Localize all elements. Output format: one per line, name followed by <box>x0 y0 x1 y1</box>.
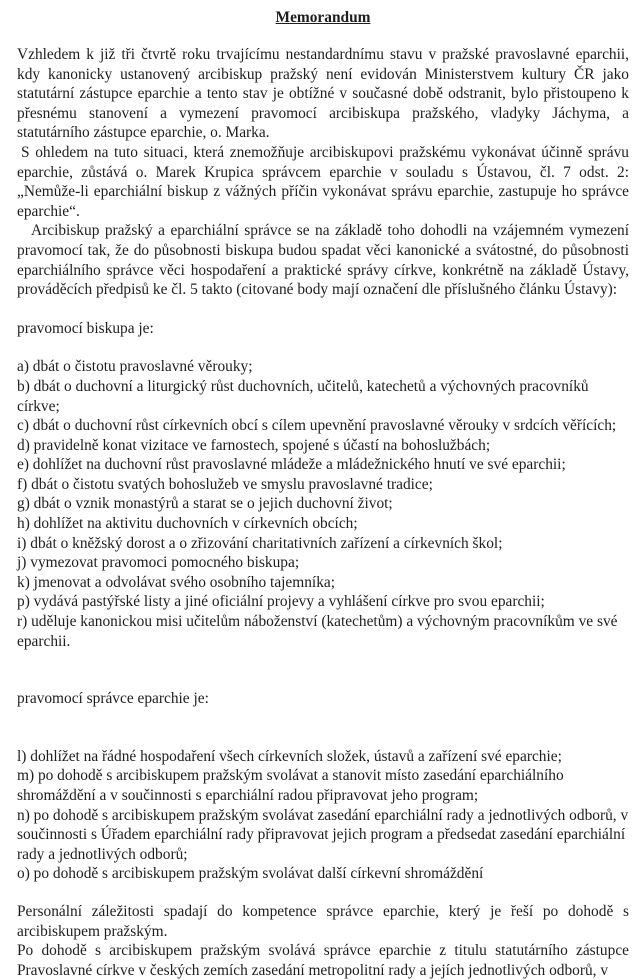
list-item: k) jmenovat a odvolávat svého osobního tajemníka; <box>17 573 336 591</box>
list-item: j) vymezovat pravomoci pomocného biskupa; <box>17 554 300 572</box>
spacer <box>17 709 629 747</box>
document-title: Memorandum <box>275 9 371 26</box>
situation-paragraph: S ohledem na tuto situaci, která znemožňuje arcibiskupovi pražskému vykonávat účinně správu eparchie, zůstává o. Marek Krupica správcem eparchie v souladu s Ústavou, čl. 7 odst. 2: „Nemůže-li eparchiální biskup z vážných příčin vykonávat správu eparchie, zastupuje ho správce eparchie“. <box>17 143 629 220</box>
personnel-paragraph: Personální záležitosti spadají do kompetence správce eparchie, který je řeší po dohodě s arcibiskupem pražským. <box>17 902 629 940</box>
administrator-powers-list <box>17 747 629 884</box>
agreement-paragraph: Arcibiskup pražský a eparchiální správce se na základě toho dohodli na vzájemném vymezení pravomocí tak, že do působnosti biskupa budou spadat věci kanonické a svátostné, do působnosti eparchiálního správce věci hospodaření a praktické správy církve, konkrétně na základě Ústavy, prováděcích předpisů ke čl. 5 takto (citované body mají označení dle příslušného článku Ústavy): <box>17 222 629 299</box>
list-item: r) uděluje kanonickou misi učitelům náboženství (katechetům) a výchovným pracovníkům ve své eparchii. <box>17 613 618 650</box>
intro-paragraph: Vzhledem k již tři čtvrtě roku trvajícímu nestandardnímu stavu v pražské pravoslavné eparchii, kdy kanonicky ustanovený arcibiskup pražský není evidován Ministerstvem kultury ČR jako statutární zástupce eparchie a tento stav je obtížné v současné době odstranit, bylo přistoupeno k přesnému stanovení a vymezení pravomocí arcibiskupa pražského, vladyky Jáchyma, a statutárního zástupce eparchie, o. Marka. <box>17 46 629 142</box>
memorandum-page <box>17 8 629 980</box>
list-item: e) dohlížet na duchovní růst pravoslavné mládeže a mládežnického hnutí ve své eparchii; <box>17 456 566 474</box>
list-item: p) vydává pastýřské listy a jiné oficiální projevy a vyhlášení církve pro svou eparchii; <box>17 593 545 611</box>
list-item: l) dohlížet na řádné hospodaření všech církevních složek, ústavů a zařízení své eparchie; <box>17 747 562 765</box>
list-item: g) dbát o vznik monastýrů a starat se o jejich duchovní život; <box>17 495 393 513</box>
spacer <box>17 884 629 902</box>
list-item: m) po dohodě s arcibiskupem pražským svolávat a stanovit místo zasedání eparchiálního shromáždění a v součinnosti s eparchiální radou připravovat jeho program; <box>17 767 564 804</box>
bishop-powers-list <box>17 357 629 651</box>
list-item: o) po dohodě s arcibiskupem pražským svolávat další církevní shromáždění <box>17 865 484 883</box>
metropolitan-council-paragraph: Po dohodě s arcibiskupem pražským svolává správce eparchie z titulu statutárního zástupce Pravoslavné církve v českých zemích zasedání metropolitní rady a jejích jednotlivých odborů, v <box>17 942 629 979</box>
list-item: b) dbát o duchovní a liturgický růst duchovních, učitelů, katechetů a výchovných pracovníků církve; <box>17 377 589 415</box>
spacer <box>17 300 629 319</box>
bishop-powers-heading: pravomocí biskupa je: <box>17 319 154 337</box>
list-item: c) dbát o duchovní růst církevních obcí s cílem upevnění pravoslavné věrouky v srdcích věřících; <box>17 417 617 435</box>
list-item: d) pravidelně konat vizitace ve farnostech, spojené s účastí na bohoslužbách; <box>17 436 491 454</box>
list-item: f) dbát o čistotu svatých bohoslužeb ve smyslu pravoslavné tradice; <box>17 475 433 493</box>
spacer <box>17 651 629 689</box>
list-item: i) dbát o kněžský dorost a o zřizování charitativních zařízení a církevních škol; <box>17 534 503 552</box>
administrator-powers-heading: pravomocí správce eparchie je: <box>17 690 209 708</box>
list-item: h) dohlížet na aktivitu duchovních v církevních obcích; <box>17 515 358 533</box>
list-item: n) po dohodě s arcibiskupem pražským svolávat zasedání eparchiální rady a jednotlivých odborů, v součinnosti s Úřadem eparchiální rady připravovat jejich program a předsedat zasedání eparchiální rady a jednotlivých odborů; <box>17 806 629 863</box>
list-item: a) dbát o čistotu pravoslavné věrouky; <box>17 358 253 376</box>
spacer <box>17 338 629 357</box>
